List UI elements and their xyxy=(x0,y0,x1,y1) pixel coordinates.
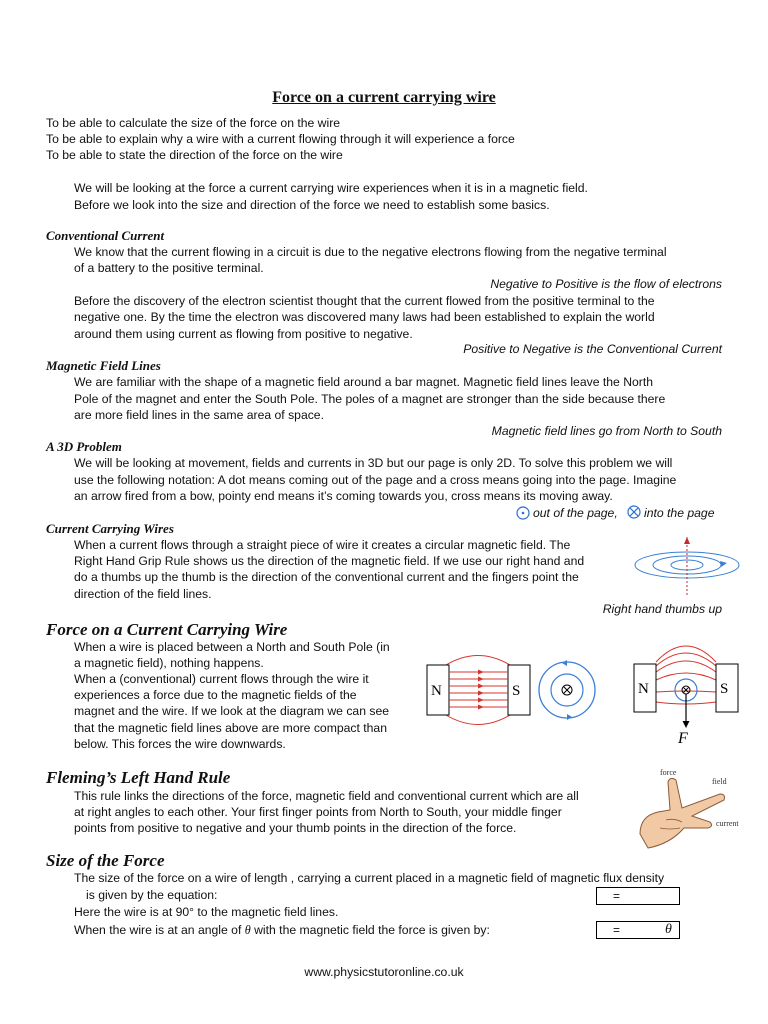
equation-2-equals: = xyxy=(613,923,621,937)
cross-into-page-icon xyxy=(627,505,641,519)
left-hand-rule-illustration xyxy=(630,764,750,854)
conventional-p2-line-2: negative one. By the time the electron was discovered many laws had been established to explain the world xyxy=(74,310,655,324)
intro-line-1: We will be looking at the force a current carrying wire experiences when it is in a magnetic field. xyxy=(74,181,588,195)
problem3d-note-b: into the page xyxy=(644,506,715,520)
force-line-2: a magnetic field), nothing happens. xyxy=(74,656,264,670)
conventional-note-1: Negative to Positive is the flow of electrons xyxy=(490,277,722,291)
objective-2: To be able to explain why a wire with a current flowing through it will experience a force xyxy=(46,132,515,146)
force-line-6: that the magnetic field lines above are more compact than xyxy=(74,721,387,735)
fleming-line-1: This rule links the directions of the force, magnetic field and conventional current which are all xyxy=(74,789,579,803)
problem3d-line-1: We will be looking at movement, fields and currents in 3D but our page is only 2D. To solve this problem we will xyxy=(74,456,673,470)
fleming-heading: Fleming’s Left Hand Rule xyxy=(46,768,231,787)
conventional-p1-line-2: of a battery to the positive terminal. xyxy=(74,261,264,275)
footer-url[interactable]: www.physicstutoronline.co.uk xyxy=(304,965,464,979)
wires-line-3: do a thumbs up the thumb is the direction of the conventional current and the fingers point the xyxy=(74,570,579,584)
force-line-4: experiences a force due to the magnetic fields of the xyxy=(74,688,357,702)
magnet2-north-label: N xyxy=(638,681,649,697)
field-lines-line-2: Pole of the magnet and enter the South Pole. The poles of a magnet are stronger than the side because there xyxy=(74,392,666,406)
equation-box-1 xyxy=(596,887,680,905)
wires-line-1: When a current flows through a straight piece of wire it creates a circular magnetic field. The xyxy=(74,538,571,552)
problem3d-line-3: an arrow fired from a bow, pointy end means it’s coming towards you, cross means its moving away. xyxy=(74,489,613,503)
page-title: Force on a current carrying wire xyxy=(272,89,496,106)
problem3d-heading: A 3D Problem xyxy=(46,439,122,454)
force-line-1: When a wire is placed between a North and South Pole (in xyxy=(74,640,390,654)
field-lines-line-1: We are familiar with the shape of a magnetic field around a bar magnet. Magnetic field lines leave the North xyxy=(74,375,653,389)
size-line-1: The size of the force on a wire of length , carrying a current placed in a magnetic field of magnetic flux density xyxy=(74,871,665,885)
problem3d-note-a: out of the page, xyxy=(533,506,618,520)
conventional-p2-line-1: Before the discovery of the electron scientist thought that the current flowed from the positive terminal to the xyxy=(74,294,655,308)
hand-current-label: current xyxy=(716,819,739,828)
wire-cross-section-diagram xyxy=(535,658,599,722)
magnet-field-diagram xyxy=(424,650,534,730)
magnet1-south-label: S xyxy=(512,683,521,699)
size-line-4-theta: θ xyxy=(244,923,251,937)
force-line-7: below. This forces the wire downwards. xyxy=(74,737,286,751)
size-line-2: is given by the equation: xyxy=(86,888,218,902)
wires-line-4: direction of the field lines. xyxy=(74,587,212,601)
objective-3: To be able to state the direction of the force on the wire xyxy=(46,148,343,162)
magnet-force-diagram xyxy=(630,636,745,746)
force-heading: Force on a Current Carrying Wire xyxy=(46,620,288,639)
objective-1: To be able to calculate the size of the force on the wire xyxy=(46,116,341,130)
force-line-3: When a (conventional) current flows through the wire it xyxy=(74,672,369,686)
dot-out-of-page-icon xyxy=(516,506,530,520)
equation-1-equals: = xyxy=(613,889,621,903)
size-heading: Size of the Force xyxy=(46,851,165,870)
fleming-line-3: points from positive to negative and your thumb points in the direction of the force. xyxy=(74,821,517,835)
equation-box-2 xyxy=(596,921,680,939)
magnet2-south-label: S xyxy=(720,681,729,697)
equation-2-theta: θ xyxy=(665,922,672,937)
wires-note: Right hand thumbs up xyxy=(602,602,722,616)
magnet1-north-label: N xyxy=(431,683,442,699)
size-line-3: Here the wire is at 90° to the magnetic field lines. xyxy=(74,905,339,919)
size-line-4-b: with the magnetic field the force is given by: xyxy=(250,923,490,937)
wires-line-2: Right Hand Grip Rule shows us the direction of the magnetic field. If we use our right hand and xyxy=(74,554,585,568)
wires-heading: Current Carrying Wires xyxy=(46,521,174,536)
intro-line-2: Before we look into the size and direction of the force we need to establish some basics. xyxy=(74,198,550,212)
conventional-heading: Conventional Current xyxy=(46,228,165,243)
fleming-line-2: at right angles to each other. Your first finger points from North to South, your middle finger xyxy=(74,805,562,819)
force-label: F xyxy=(678,730,688,746)
conventional-note-2: Positive to Negative is the Conventional Current xyxy=(463,342,722,356)
size-line-4-a: When the wire is at an angle of xyxy=(74,923,245,937)
conventional-p1-line-1: We know that the current flowing in a circuit is due to the negative electrons flowing from the negative terminal xyxy=(74,245,667,259)
size-line-4 xyxy=(74,922,490,939)
wire-field-diagram xyxy=(625,535,755,605)
hand-field-label: field xyxy=(712,777,727,786)
force-line-5: magnet and the wire. If we look at the diagram we can see xyxy=(74,704,390,718)
problem3d-line-2: use the following notation: A dot means coming out of the page and a cross means going into the page. Imagine xyxy=(74,473,677,487)
hand-force-label: force xyxy=(660,768,677,777)
field-lines-note: Magnetic field lines go from North to South xyxy=(491,424,722,438)
field-lines-line-3: are more field lines in the same area of space. xyxy=(74,408,324,422)
field-lines-heading: Magnetic Field Lines xyxy=(46,358,161,373)
conventional-p2-line-3: around them using current as flowing from positive to negative. xyxy=(74,327,413,341)
